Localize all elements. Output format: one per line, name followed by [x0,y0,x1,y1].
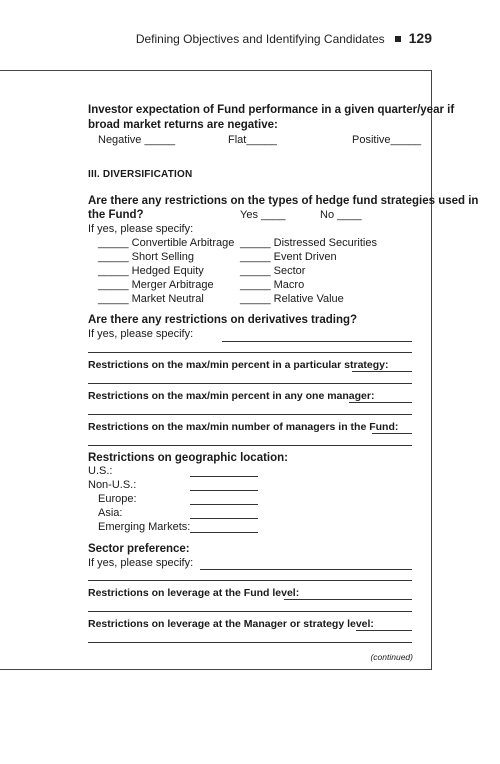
answer-line[interactable] [372,433,412,434]
square-bullet-icon [395,36,401,42]
geo-item-non-us: Non-U.S.: [88,479,137,491]
strategies-question-line1: Are there any restrictions on the types of hedge fund strategies used in [88,195,479,207]
strategy-option[interactable]: _____ Merger Arbitrage [98,279,214,291]
answer-line[interactable] [356,630,412,631]
answer-line[interactable] [349,402,412,403]
expectation-question-line2: broad market returns are negative: [88,119,278,131]
continued-note: (continued) [370,652,413,662]
running-head [0,30,432,46]
strategy-option[interactable]: _____ Event Driven [240,251,337,263]
strategy-option[interactable]: _____ Hedged Equity [98,265,204,277]
answer-line[interactable] [88,445,412,446]
sector-specify: If yes, please specify: [88,557,194,569]
answer-line[interactable] [284,599,412,600]
strategy-option[interactable]: _____ Distressed Securities [240,237,377,249]
answer-line[interactable] [88,642,412,643]
expectation-question-line1: Investor expectation of Fund performance in a given quarter/year if [88,104,455,116]
geo-answer-line[interactable] [190,504,258,505]
manager-percent-question: Restrictions on the max/min percent in any one manager: [88,390,375,402]
strategies-no[interactable]: No ____ [320,209,362,221]
derivatives-specify: If yes, please specify: [88,328,194,340]
answer-line[interactable] [88,352,412,353]
strategies-yes[interactable]: Yes ____ [240,209,286,221]
running-title: Defining Objectives and Identifying Candidates [135,32,385,46]
answer-line[interactable] [88,414,412,415]
strategy-option[interactable]: _____ Convertible Arbitrage [98,237,235,249]
geo-answer-line[interactable] [190,532,258,533]
option-negative[interactable]: Negative _____ [98,134,176,146]
answer-line[interactable] [88,580,412,581]
answer-line[interactable] [88,611,412,612]
strategy-percent-question: Restrictions on the max/min percent in a particular strategy: [88,359,389,371]
strategy-option[interactable]: _____ Market Neutral [98,293,204,305]
page-number: 129 [408,30,432,46]
geographic-question: Restrictions on geographic location: [88,452,288,464]
geo-answer-line[interactable] [190,518,258,519]
derivatives-answer-line[interactable] [222,341,412,342]
option-flat[interactable]: Flat_____ [228,134,277,146]
geo-item-emerging: Emerging Markets: [98,521,191,533]
leverage-manager-question: Restrictions on leverage at the Manager or strategy level: [88,618,374,630]
sector-answer-line[interactable] [200,569,412,570]
strategy-option[interactable]: _____ Short Selling [98,251,195,263]
geo-item-us: U.S.: [88,465,113,477]
geo-item-europe: Europe: [98,493,137,505]
geo-answer-line[interactable] [190,476,258,477]
derivatives-question: Are there any restrictions on derivatives trading? [88,314,358,326]
strategy-option[interactable]: _____ Relative Value [240,293,344,305]
section-title: III. DIVERSIFICATION [88,169,193,180]
leverage-fund-question: Restrictions on leverage at the Fund level: [88,587,300,599]
strategy-option[interactable]: _____ Macro [240,279,305,291]
geo-item-asia: Asia: [98,507,123,519]
geo-answer-line[interactable] [190,490,258,491]
answer-line[interactable] [88,383,412,384]
answer-line[interactable] [352,371,412,372]
sector-question: Sector preference: [88,543,190,555]
option-positive[interactable]: Positive_____ [352,134,422,146]
strategies-question-line2: the Fund? [88,209,144,221]
strategies-specify: If yes, please specify: [88,223,194,235]
num-managers-question: Restrictions on the max/min number of managers in the Fund: [88,421,399,433]
strategy-option[interactable]: _____ Sector [240,265,306,277]
